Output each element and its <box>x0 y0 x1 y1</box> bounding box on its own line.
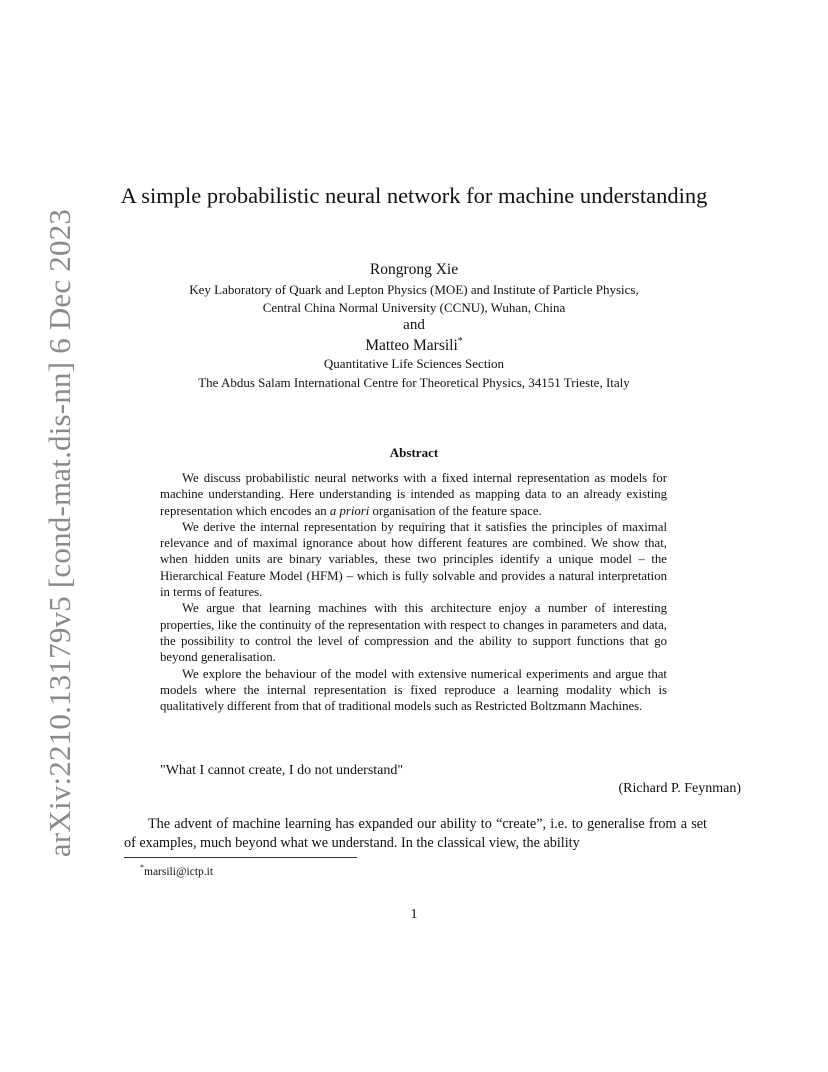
abstract-paragraph-3: We argue that learning machines with this architecture enjoy a number of interesting properties, like the continuity of the representation with respect to changes in parameters and data, the possibility to control the level of compression and the ability to support functions that go beyond generalisation. <box>160 601 667 665</box>
footnote-email: marsili@ictp.it <box>144 865 214 878</box>
epigraph-quote: "What I cannot create, I do not understand" <box>160 763 404 778</box>
epigraph-attribution: (Richard P. Feynman) <box>618 781 741 796</box>
author-2-affiliation-line-2: The Abdus Salam International Centre for Theoretical Physics, 34151 Trieste, Italy <box>198 375 630 390</box>
body-paragraph-1: The advent of machine learning has expanded our ability to “create”, i.e. to generalise from a set of examples, much beyond what we understand. In the classical view, the ability <box>124 816 707 851</box>
abstract-heading: Abstract <box>389 445 439 460</box>
abstract-paragraph-1: We discuss probabilistic neural networks with a fixed internal representation as models for machine understanding. Here understanding is intended as mapping data to an already existing representation which encodes an a priori organisation of the feature space. <box>160 471 667 518</box>
author-2-affiliation-line-1: Quantitative Life Sciences Section <box>323 356 505 371</box>
footnote-rule <box>124 857 357 858</box>
footnote: *marsili@ictp.it <box>140 863 214 878</box>
author-1-affiliation-line-1: Key Laboratory of Quark and Lepton Physics (MOE) and Institute of Particle Physics, <box>189 282 639 297</box>
paper-title: A simple probabilistic neural network for machine understanding <box>120 183 708 208</box>
abstract-paragraph-4: We explore the behaviour of the model with extensive numerical experiments and argue that models where the internal representation is fixed reproduce a learning modality which is qualitatively different from that of traditional models such as Restricted Boltzmann Machines. <box>160 666 667 714</box>
author-name-1: Rongrong Xie <box>369 261 459 279</box>
author-conjunction: and <box>403 317 425 333</box>
abstract-body <box>160 470 667 714</box>
arxiv-identifier: arXiv:2210.13179v5 [cond-mat.dis-nn] 6 Dec 2023 <box>42 208 77 858</box>
author-name-2: Matteo Marsili* <box>365 336 463 355</box>
page-number: 1 <box>410 907 418 922</box>
abstract-paragraph-2: We derive the internal representation by requiring that it satisfies the principles of maximal relevance and of maximal ignorance about how different features are combined. We show that, when hidden units are binary variables, these two principles identify a unique model – the Hierarchical Feature Model (HFM) – which is fully solvable and provides a natural interpretation in terms of features. <box>160 519 667 600</box>
author-1-affiliation-line-2: Central China Normal University (CCNU), Wuhan, China <box>262 300 566 315</box>
body-text <box>124 815 707 853</box>
